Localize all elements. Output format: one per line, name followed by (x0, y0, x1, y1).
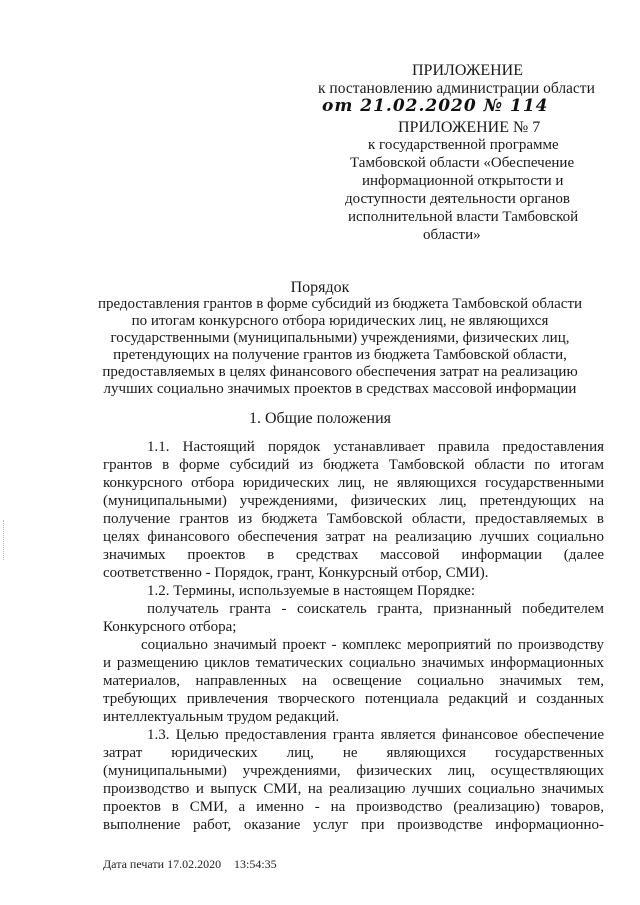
document-subtitle-line: лучших социально значимых проектов в средствах массовой информации (103, 381, 577, 397)
paragraph-line: социально значимый проект - комплекс мероприятий по производству (141, 637, 604, 653)
paragraph-line: производство и выпуск СМИ, на реализацию лучших социально значимых (103, 781, 604, 797)
handwritten-date-number: от 21.02.2020 № 114 (322, 96, 549, 116)
paragraph-line: значимых проектов в средствах массовой информации (далее (103, 547, 604, 563)
appendix7-line: доступности деятельности органов (345, 191, 570, 207)
paragraph-line: соответственно - Порядок, грант, Конкурсный отбор, СМИ). (103, 565, 489, 581)
paragraph-line: целях финансового обеспечения затрат на реализацию лучших социально (103, 529, 604, 545)
document-title: Порядок (290, 279, 350, 296)
appendix7-line: исполнительной власти Тамбовской (348, 209, 579, 225)
appendix-title: ПРИЛОЖЕНИЕ (412, 62, 524, 79)
scan-margin-mark (3, 520, 6, 560)
document-subtitle-line: государственными (муниципальными) учреждениями, физических лиц, (110, 330, 570, 346)
document-subtitle-line: предоставляемых в целях финансового обеспечения затрат на реализацию (102, 364, 578, 380)
document-subtitle-line: по итогам конкурсного отбора юридических лиц, не являющихся (131, 313, 549, 329)
paragraph-line: требующих привлечения творческого потенциала редакций и созданных (103, 691, 604, 707)
paragraph-line: грантов в форме субсидий из бюджета Тамбовской области по итогам (103, 457, 604, 473)
document-subtitle-line: претендующих на получение грантов из бюджета Тамбовской области, (113, 347, 567, 363)
appendix-reference: к постановлению администрации области (318, 80, 595, 97)
paragraph-line: 1.2. Термины, используемые в настоящем Порядке: (147, 583, 475, 599)
paragraph-line: материалов, направленных на освещение социально значимых тем, (103, 673, 604, 689)
paragraph-line: получатель гранта - соискатель гранта, признанный победителем (147, 601, 604, 617)
document-subtitle-line: предоставления грантов в форме субсидий из бюджета Тамбовской области (97, 296, 583, 312)
paragraph-line: (муниципальными) учреждениями, физических лиц, осуществляющих (103, 763, 604, 779)
paragraph-line: получение грантов из бюджета Тамбовской области, предоставляемых в (103, 511, 604, 527)
section-heading: 1. Общие положения (248, 410, 392, 427)
appendix7-line: области» (423, 227, 481, 243)
paragraph-line: интеллектуальным трудом редакций. (103, 709, 340, 725)
print-date: Дата печати 17.02.2020 (103, 857, 222, 871)
paragraph-line: 1.1. Настоящий порядок устанавливает правила предоставления (147, 439, 604, 455)
paragraph-line: затрат юридических лиц, не являющихся государственных (103, 745, 604, 761)
print-time: 13:54:35 (234, 857, 277, 871)
paragraph-line: (муниципальными) учреждениями, физических лиц, претендующих на (103, 493, 604, 509)
paragraph-line: и размещению циклов тематических социально значимых информационных (103, 655, 604, 671)
paragraph-line: выполнение работ, оказание услуг при производстве информационно- (103, 817, 604, 833)
paragraph-line: конкурсного отбора юридических лиц, не являющихся государственными (103, 475, 604, 491)
appendix7-title: ПРИЛОЖЕНИЕ № 7 (398, 119, 541, 136)
appendix7-line: информационной открытости и (362, 173, 564, 189)
appendix7-line: Тамбовской области «Обеспечение (350, 155, 575, 171)
paragraph-line: проектов в СМИ, а именно - на производство (реализацию) товаров, (103, 799, 604, 815)
appendix7-line: к государственной программе (368, 137, 559, 153)
paragraph-line: 1.3. Целью предоставления гранта является финансовое обеспечение (147, 727, 604, 743)
paragraph-line: Конкурсного отбора; (103, 619, 237, 635)
